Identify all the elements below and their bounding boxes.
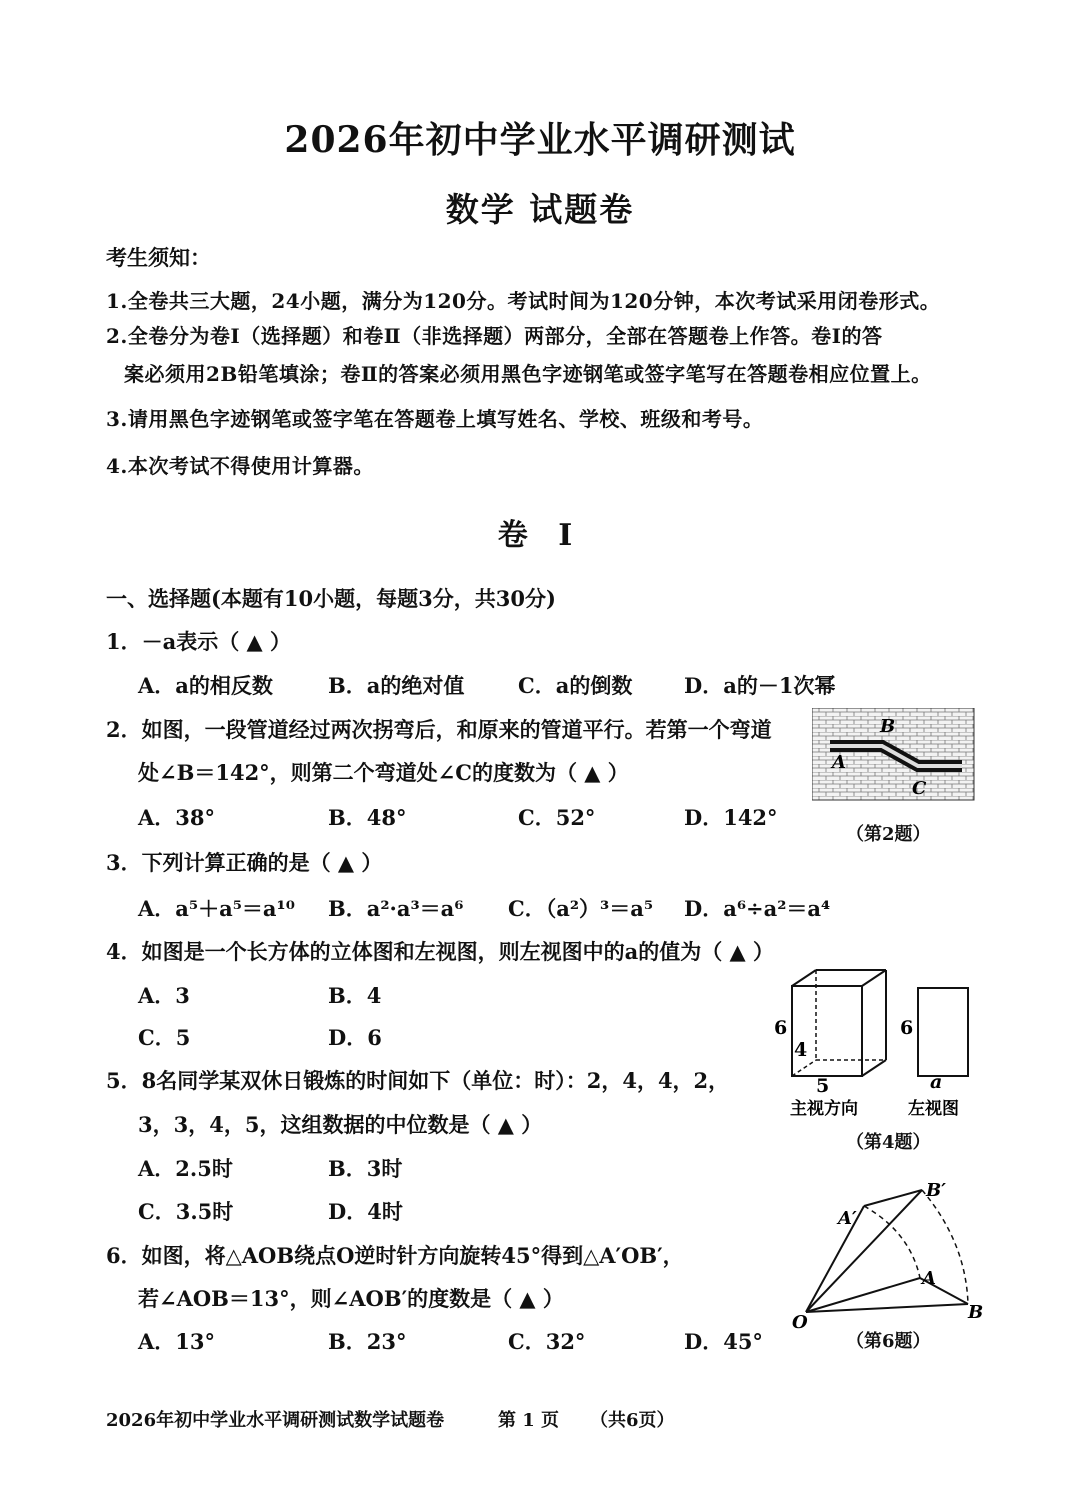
q1-option-d: D．a的－1次幂 [684, 673, 836, 698]
notice-item-2: 2.全卷分为卷Ⅰ（选择题）和卷Ⅱ（非选择题）两部分，全部在答题卷上作答。卷Ⅰ的答 [106, 324, 883, 348]
left-view-rect [918, 988, 968, 1076]
q5-option-b: B．3时 [328, 1156, 403, 1181]
q4-option-d: D．6 [328, 1025, 382, 1050]
notice-heading: 考生须知： [106, 245, 211, 270]
question-2-stem-line2: 处∠B＝142°，则第二个弯道处∠C的度数为（ ▲ ） [138, 760, 629, 785]
question-5-stem-line1: 5．8名同学某双休日锻炼的时间如下（单位：时）：2，4，4，2， [106, 1068, 730, 1093]
notice-item-2-cont: 案必须用2B铅笔填涂；卷Ⅱ的答案必须用黑色字迹钢笔或签字笔写在答题卷相应位置上。 [124, 362, 932, 386]
point-a-label: A [922, 1268, 936, 1289]
q6-option-d: D．45° [684, 1329, 763, 1354]
q6-option-a: A．13° [138, 1329, 216, 1354]
exam-title: 2026年初中学业水平调研测试 [284, 119, 796, 161]
section-heading: 一、选择题(本题有10小题，每题3分，共30分) [106, 586, 556, 611]
pipe-label-a: A [832, 752, 846, 773]
notice-item-3: 3.请用黑色字迹钢笔或签字笔在答题卷上填写姓名、学校、班级和考号。 [106, 407, 764, 431]
rotation-figure [790, 1172, 990, 1332]
front-direction-label: 主视方向 [790, 1099, 858, 1119]
cuboid-figure [770, 964, 980, 1124]
left-view-a-label: a [930, 1071, 943, 1093]
point-a-prime-label: A′ [838, 1208, 857, 1229]
q6-option-c: C．32° [508, 1329, 586, 1354]
question-1-stem: 1．－a表示（ ▲ ） [106, 629, 291, 654]
q4-option-b: B．4 [328, 983, 382, 1008]
pipe-figure [812, 708, 976, 804]
q5-option-c: C．3.5时 [138, 1199, 234, 1224]
point-o-label: O [792, 1312, 808, 1332]
q2-option-a: A．38° [138, 805, 216, 830]
triangles [806, 1190, 968, 1312]
q1-option-a: A．a的相反数 [138, 673, 273, 698]
cuboid-width-label: 5 [816, 1075, 830, 1097]
q4-caption: （第4题） [846, 1132, 931, 1153]
q3-option-b: B．a²·a³＝a⁶ [328, 896, 464, 921]
q1-option-b: B．a的绝对值 [328, 673, 465, 698]
q4-option-a: A．3 [138, 983, 190, 1008]
pipe-label-b: B [880, 716, 896, 737]
pipe-label-c: C [912, 778, 927, 799]
part-title: 卷 Ⅰ [497, 518, 583, 553]
point-b-prime-label: B′ [926, 1180, 946, 1201]
q5-option-d: D．4时 [328, 1199, 403, 1224]
question-4-stem: 4．如图是一个长方体的立体图和左视图，则左视图中的a的值为（ ▲ ） [106, 939, 774, 964]
notice-item-1: 1.全卷共三大题，24小题，满分为120分。考试时间为120分钟，本次考试采用闭卷形式。 [106, 289, 941, 313]
q3-option-c: C．（a²）³＝a⁵ [508, 896, 654, 921]
footer-title: 2026年初中学业水平调研测试数学试题卷 [106, 1410, 445, 1431]
left-view-height-label: 6 [900, 1017, 914, 1039]
q6-option-b: B．23° [328, 1329, 407, 1354]
footer-total: （共6页） [590, 1410, 675, 1431]
question-6-stem-line1: 6．如图，将△AOB绕点O逆时针方向旋转45°得到△A′OB′， [106, 1243, 684, 1268]
question-6-stem-line2: 若∠AOB＝13°，则∠AOB′的度数是（ ▲ ） [138, 1286, 564, 1311]
point-b-label: B [968, 1302, 984, 1323]
exam-subtitle: 数学 试题卷 [445, 190, 635, 229]
q2-option-c: C．52° [518, 805, 596, 830]
cuboid-height-label: 6 [774, 1017, 788, 1039]
q2-option-d: D．142° [684, 805, 778, 830]
q3-option-a: A．a⁵＋a⁵＝a¹⁰ [138, 896, 295, 921]
q4-option-c: C．5 [138, 1025, 191, 1050]
question-3-stem: 3．下列计算正确的是（ ▲ ） [106, 850, 383, 875]
question-2-stem-line1: 2．如图，一段管道经过两次拐弯后，和原来的管道平行。若第一个弯道 [106, 717, 772, 742]
footer-page: 第 1 页 [498, 1410, 560, 1431]
q2-caption: （第2题） [846, 824, 931, 845]
q6-caption: （第6题） [846, 1331, 931, 1352]
q5-option-a: A．2.5时 [138, 1156, 233, 1181]
q3-option-d: D．a⁶÷a²＝a⁴ [684, 896, 831, 921]
q2-option-b: B．48° [328, 805, 407, 830]
q1-option-c: C．a的倒数 [518, 673, 633, 698]
left-view-caption-label: 左视图 [908, 1099, 959, 1119]
question-5-stem-line2: 3，3，4，5，这组数据的中位数是（ ▲ ） [138, 1112, 543, 1137]
notice-item-4: 4.本次考试不得使用计算器。 [106, 454, 374, 478]
cuboid-depth-label: 4 [794, 1039, 808, 1061]
